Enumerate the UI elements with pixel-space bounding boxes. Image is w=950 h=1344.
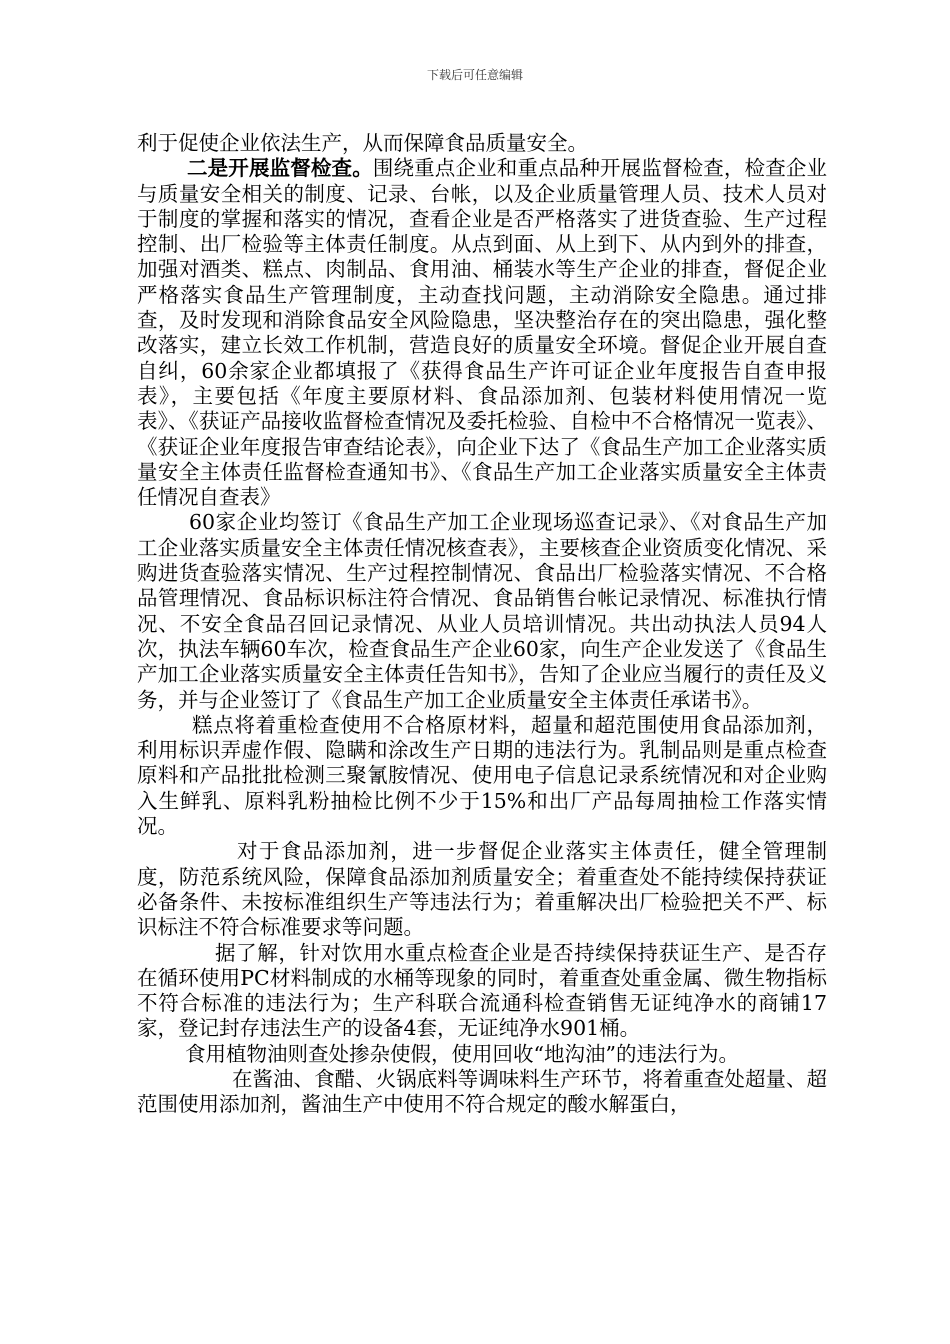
paragraph-2: 60家企业均签订《食品生产加工企业现场巡查记录》、《对食品生产加工企业落实质量安全主体责任情况核查表》，主要核查企业资质变化情况、采购进货查验落实情况、生产过程控制情况、食品出厂检验落实情况、不合格品管理情况、食品标识标注符合情况、食品销售台帐记录情况、标准执行情况、不安全食品召回记录情况、从业人员培训情况。共出动执法人员94人次，执法车辆60车次，检查食品生产企业60家，向生产企业发送了《食品生产加工企业落实质量安全主体责任告知书》，告知了企业应当履行的责任及义务，并与企业签订了《食品生产加工企业质量安全主体责任承诺书》。 bbox=[137, 510, 827, 712]
document-body bbox=[137, 131, 827, 1118]
paragraph-5: 据了解，针对饮用水重点检查企业是否持续保持获证生产、是否存在循环使用PC材料制成的水桶等现象的同时，着重查处重金属、微生物指标不符合标准的违法行为；生产科联合流通科检查销售无证纯净水的商铺17家，登记封存违法生产的设备4套，无证纯净水901桶。 bbox=[137, 940, 827, 1041]
paragraph-7: 在酱油、食醋、火锅底料等调味料生产环节，将着重查处超量、超范围使用添加剂，酱油生产中使用不符合规定的酸水解蛋白， bbox=[137, 1066, 827, 1117]
paragraph-1-text: 围绕重点企业和重点品种开展监督检查，检查企业与质量安全相关的制度、记录、台帐，以及企业质量管理人员、技术人员对于制度的掌握和落实的情况，查看企业是否严格落实了进货查验、生产过程控制、出厂检验等主体责任制度。从点到面、从上到下、从内到外的排查，加强对酒类、糕点、肉制品、食用油、桶装水等生产企业的排查，督促企业严格落实食品生产管理制度，主动查找问题，主动消除安全隐患。通过排查，及时发现和消除食品安全风险隐患，坚决整治存在的突出隐患，强化整改落实，建立长效工作机制，营造良好的质量安全环境。督促企业开展自查自纠，60余家企业都填报了《获得食品生产许可证企业年度报告自查申报表》，主要包括《年度主要原材料、食品添加剂、包装材料使用情况一览表》、《获证产品接收监督检查情况及委托检验、自检中不合格情况一览表》、《获证企业年度报告审查结论表》，向企业下达了《食品生产加工企业落实质量安全主体责任监督检查通知书》、《食品生产加工企业落实质量安全主体责任情况自查表》 bbox=[137, 156, 828, 510]
paragraph-1-heading: 二是开展监督检查。 bbox=[187, 156, 373, 181]
paragraph-3: 糕点将着重检查使用不合格原材料，超量和超范围使用食品添加剂，利用标识弄虚作假、隐瞒和涂改生产日期的违法行为。乳制品则是重点检查原料和产品批批检测三聚氰胺情况、使用电子信息记录系统情况和对企业购入生鲜乳、原料乳粉抽检比例不少于15%和出厂产品每周抽检工作落实情况。 bbox=[137, 712, 827, 839]
paragraph-4: 对于食品添加剂，进一步督促企业落实主体责任，健全管理制度，防范系统风险，保障食品添加剂质量安全；着重查处不能持续保持获证必备条件、未按标准组织生产等违法行为；着重解决出厂检验把关不严、标识标注不符合标准要求等问题。 bbox=[137, 839, 827, 940]
page-header: 下载后可任意编辑 bbox=[426, 68, 523, 82]
paragraph-0: 利于促使企业依法生产，从而保障食品质量安全。 bbox=[137, 131, 588, 155]
paragraph-1 bbox=[137, 156, 827, 510]
paragraph-6: 食用植物油则查处掺杂使假，使用回收“地沟油”的违法行为。 bbox=[185, 1041, 739, 1066]
